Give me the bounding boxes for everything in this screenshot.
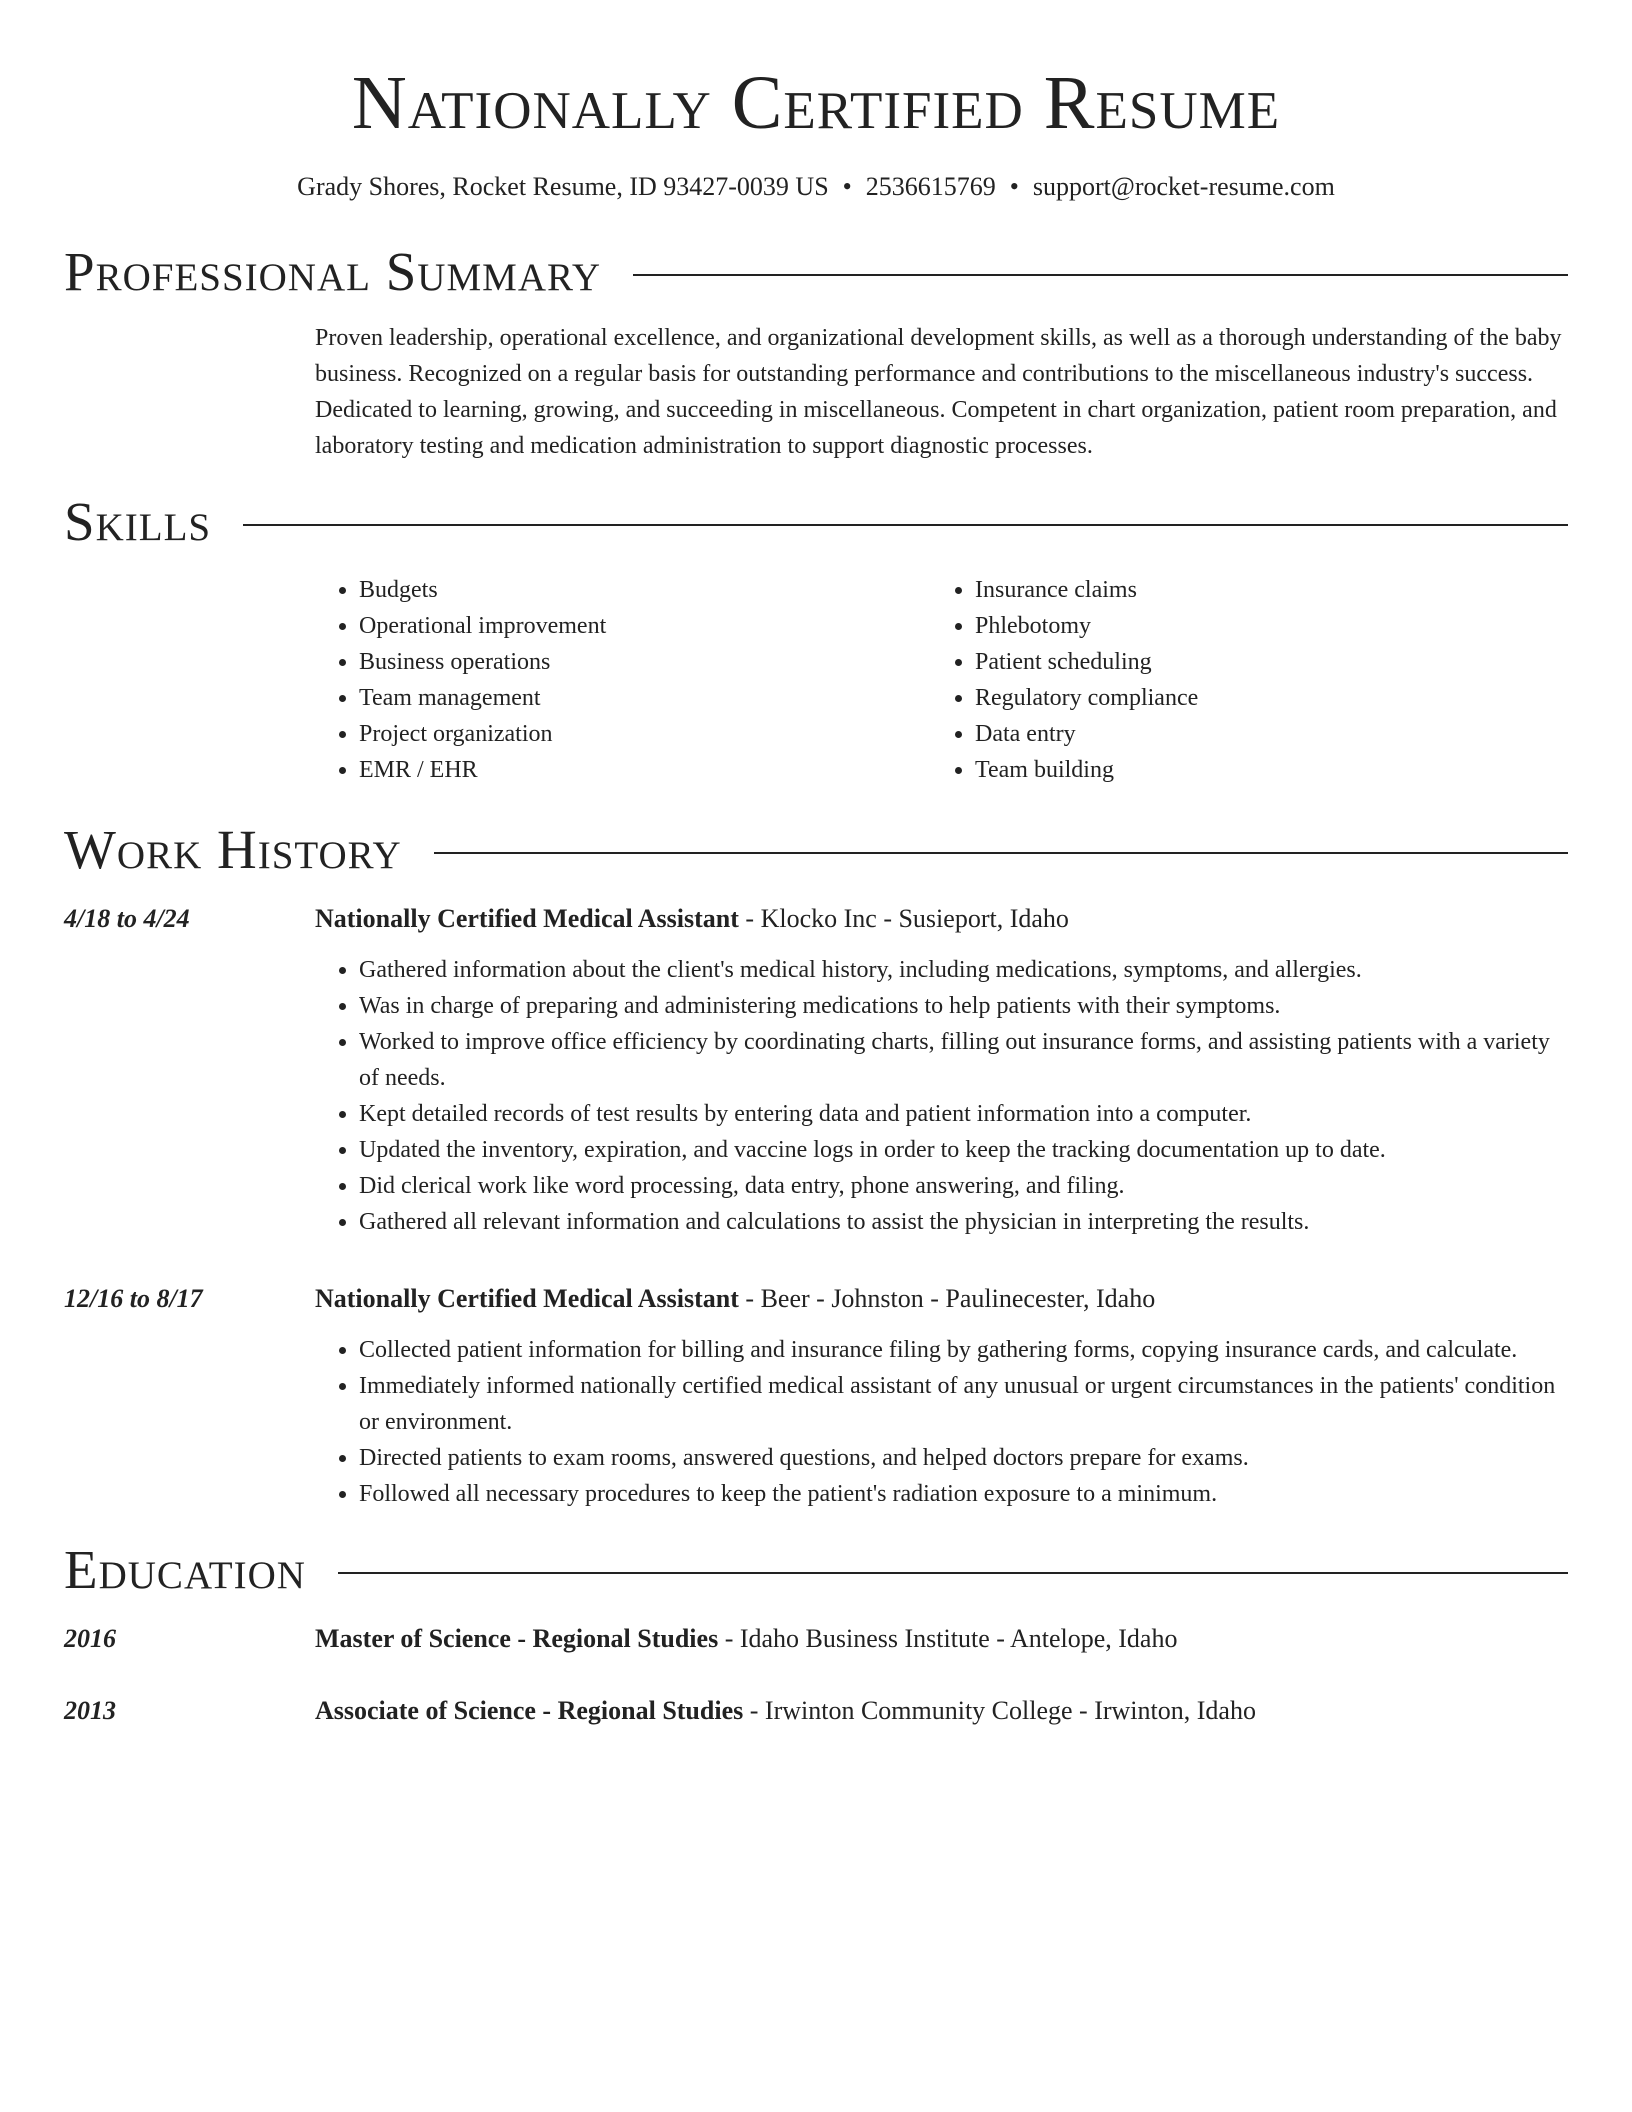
job-bullet: • Gathered all relevant information and calculations to assist the physician in interpreting the results.: [359, 1204, 1568, 1240]
job-body: [315, 1280, 1568, 1512]
education-degree: Associate of Science - Regional Studies: [315, 1696, 744, 1725]
contact-email: support@rocket-resume.com: [1032, 172, 1335, 201]
section-divider: [633, 274, 1568, 276]
section-divider: [338, 1572, 1568, 1574]
education-entry: [64, 1620, 1568, 1658]
job-details: - Beer - Johnston - Paulinecester, Idaho: [738, 1284, 1156, 1313]
skill-item: • Operational improvement: [359, 608, 931, 644]
education-heading-line: [315, 1620, 1568, 1658]
job-dates: 12/16 to 8/17: [64, 1284, 203, 1313]
skill-item: • Phlebotomy: [975, 608, 1547, 644]
skill-item: • Patient scheduling: [975, 644, 1547, 680]
job-heading: [315, 900, 1568, 938]
skill-item: • Data entry: [975, 716, 1547, 752]
skill-item: • Team building: [975, 752, 1547, 788]
job-heading: [315, 1280, 1568, 1318]
work-heading: Work History: [64, 819, 402, 880]
summary-section-header: [64, 240, 1568, 304]
education-details: - Irwinton Community College - Irwinton, Idaho: [743, 1696, 1256, 1725]
education-heading-line: [315, 1692, 1568, 1730]
contact-address: Grady Shores, Rocket Resume, ID 93427-0039 US: [297, 172, 829, 201]
education-details: - Idaho Business Institute - Antelope, Idaho: [718, 1624, 1178, 1653]
work-section-header: [64, 818, 1568, 882]
education-body: [315, 1620, 1568, 1658]
resume-title: Nationally Certified Resume: [351, 61, 1281, 145]
education-year: 2013: [64, 1696, 116, 1725]
contact-separator: •: [842, 172, 852, 201]
education-degree: Master of Science - Regional Studies: [315, 1624, 719, 1653]
skill-item: • Project organization: [359, 716, 931, 752]
job-bullet: • Did clerical work like word processing, data entry, phone answering, and filing.: [359, 1168, 1568, 1204]
job-bullet: • Was in charge of preparing and administering medications to help patients with their symptoms.: [359, 988, 1568, 1024]
job-bullet: • Worked to improve office efficiency by coordinating charts, filling out insurance forms, and assisting patients with a variety of needs.: [359, 1024, 1568, 1096]
education-year: 2016: [64, 1624, 116, 1653]
job-bullet: • Updated the inventory, expiration, and vaccine logs in order to keep the tracking documentation up to date.: [359, 1132, 1568, 1168]
job-details: - Klocko Inc - Susieport, Idaho: [738, 904, 1069, 933]
skills-section-header: [64, 490, 1568, 554]
job-bullet: • Followed all necessary procedures to keep the patient's radiation exposure to a minimum.: [359, 1476, 1568, 1512]
job-entry: [64, 900, 1568, 1240]
job-bullet: • Gathered information about the client's medical history, including medications, symptoms, and allergies.: [359, 952, 1568, 988]
job-body: [315, 900, 1568, 1240]
job-bullets: [315, 1332, 1568, 1512]
section-divider: [434, 852, 1568, 854]
skill-item: • EMR / EHR: [359, 752, 931, 788]
contact-separator: •: [1009, 172, 1019, 201]
contact-phone: 2536615769: [865, 172, 996, 201]
summary-heading: Professional Summary: [64, 241, 602, 302]
education-body: [315, 1692, 1568, 1730]
job-bullet: • Kept detailed records of test results by entering data and patient information into a computer.: [359, 1096, 1568, 1132]
skills-list: [315, 572, 1568, 788]
skill-item: • Regulatory compliance: [975, 680, 1547, 716]
skills-column-right: [931, 572, 1547, 788]
resume-page: [64, 0, 1568, 1730]
section-divider: [243, 524, 1568, 526]
skill-item: • Insurance claims: [975, 572, 1547, 608]
contact-line: [64, 170, 1568, 204]
job-bullets: [315, 952, 1568, 1240]
job-title: Nationally Certified Medical Assistant: [315, 1284, 739, 1313]
job-dates: 4/18 to 4/24: [64, 904, 190, 933]
skill-item: • Budgets: [359, 572, 931, 608]
job-bullet: • Directed patients to exam rooms, answered questions, and helped doctors prepare for exams.: [359, 1440, 1568, 1476]
education-entry: [64, 1692, 1568, 1730]
job-entry: [64, 1280, 1568, 1512]
skills-heading: Skills: [64, 491, 212, 552]
skill-item: • Business operations: [359, 644, 931, 680]
job-bullet: • Collected patient information for billing and insurance filing by gathering forms, copying insurance cards, and calculate.: [359, 1332, 1568, 1368]
job-title: Nationally Certified Medical Assistant: [315, 904, 739, 933]
education-heading: Education: [64, 1539, 306, 1600]
summary-text: Proven leadership, operational excellence, and organizational development skills, as well as a thorough understanding of the baby business. Recognized on a regular basis for outstanding performance and contributions to the miscellaneous industry's success. Dedicated to learning, growing, and succeeding in miscellaneous. Competent in chart organization, patient room preparation, and laboratory testing and medication administration to support diagnostic processes.: [315, 325, 1562, 459]
job-bullet: • Immediately informed nationally certified medical assistant of any unusual or urgent circumstances in the patients' condition or environment.: [359, 1368, 1568, 1440]
skill-item: • Team management: [359, 680, 931, 716]
education-section-header: [64, 1538, 1568, 1602]
skills-column-left: [315, 572, 931, 788]
